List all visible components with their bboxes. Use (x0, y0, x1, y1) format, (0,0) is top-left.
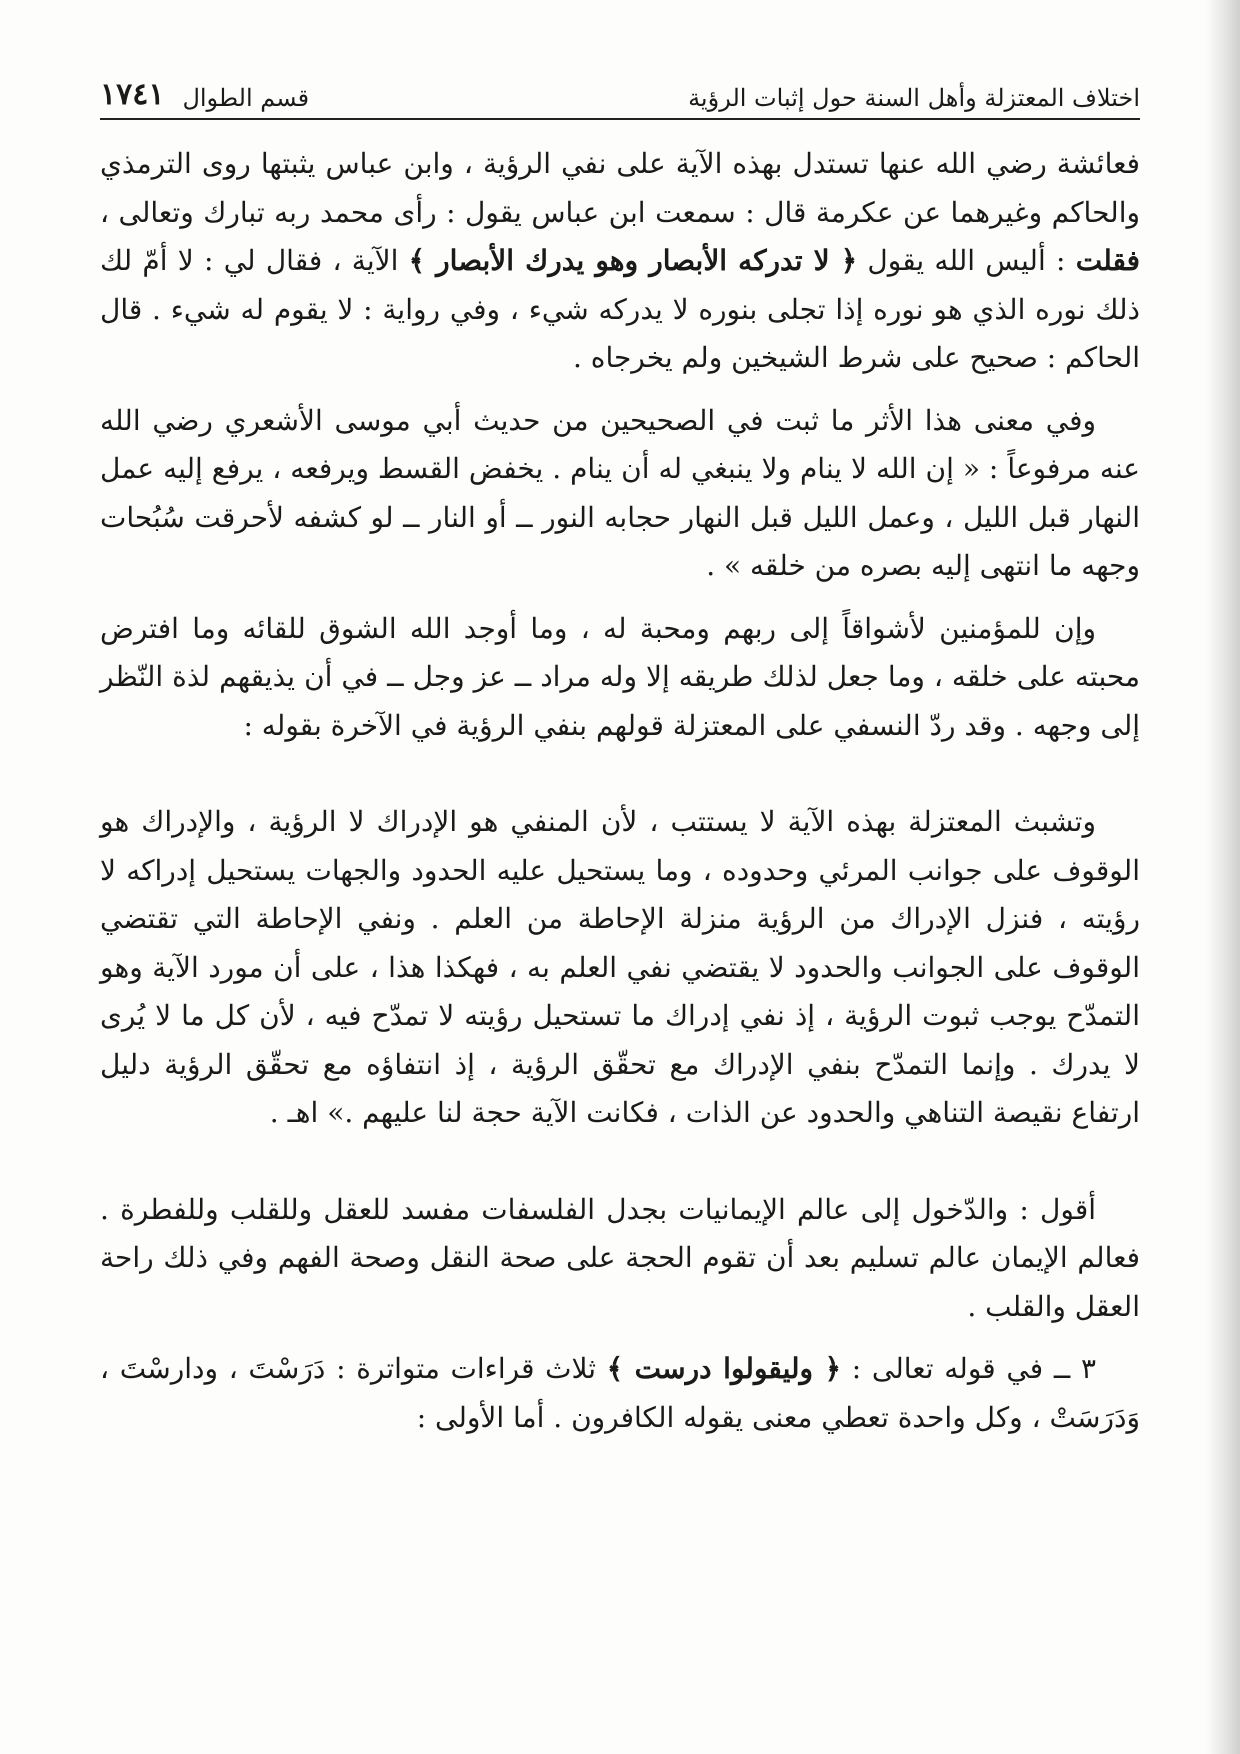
paragraph-text: : أليس الله يقول (857, 244, 1076, 277)
paragraph-text: ٣ ــ في قوله تعالى : (841, 1352, 1096, 1385)
emphasized-text: ﴿ وليقولوا درست ﴾ (606, 1352, 842, 1385)
running-header (100, 68, 1140, 112)
paragraph-text: أقول : والدّخول إلى عالم الإيمانيات بجدل الفلسفات مفسد للعقل وللقلب وللفطرة . فعالم الإيمان عالم تسليم بعد أن تقوم الحجة على صحة النقل وصحة الفهم وفي ذلك راحة العقل والقلب . (100, 1192, 1140, 1323)
emphasized-text: ﴿ لا تدركه الأبصار وهو يدرك الأبصار ﴾ (408, 244, 858, 277)
paragraph-text: وفي معنى هذا الأثر ما ثبت في الصحيحين من حديث أبي موسى الأشعري رضي الله عنه مرفوعاً : « إن الله لا ينام ولا ينبغي له أن ينام . يخفض القسط ويرفعه ، يرفع إليه عمل النهار قبل الليل ، وعمل الليل قبل النهار حجابه النور ــ أو النار ــ لو كشفه لأحرقت سُبُحات وجهه ما انتهى إليه بصره من خلقه » . (100, 403, 1140, 582)
paragraph (100, 397, 1140, 591)
paragraph (100, 1186, 1140, 1332)
paragraph-text: وتشبث المعتزلة بهذه الآية لا يستتب ، لأن المنفي هو الإدراك لا الرؤية ، والإدراك هو الوقوف على جوانب المرئي وحدوده ، وما يستحيل عليه الحدود والجهات يستحيل إدراكه لا رؤيته ، فنزل الإدراك من الرؤية منزلة الإحاطة من العلم . ونفي الإحاطة التي تقتضي الوقوف على الجوانب والحدود لا يقتضي نفي العلم به ، فهكذا هذا ، على أن مورد الآية وهو التمدّح يوجب ثبوت الرؤية ، إذ نفي إدراك ما تستحيل رؤيته لا تمدّح فيه ، لأن كل ما لا يُرى لا يدرك . وإنما التمدّح بنفي الإدراك مع تحقّق الرؤية ، إذ انتفاؤه مع تحقّق الرؤية دليل ارتفاع نقيصة التناهي والحدود عن الذات ، فكانت الآية حجة لنا عليهم .» اهـ . (100, 805, 1140, 1129)
paragraph (100, 140, 1140, 383)
header-section: قسم الطوال (182, 84, 310, 112)
paragraph-text: الآية ، فقال لي : لا أمّ لك ذلك نوره الذي هو نوره إذا تجلى بنوره لا يدركه شيء ، وفي رواية : لا يقوم له شيء . قال الحاكم : صحيح على شرط الشيخين ولم يخرجاه . (100, 244, 1140, 374)
paragraph-text: وإن للمؤمنين لأشواقاً إلى ربهم ومحبة له ، وما أوجد الله الشوق للقائه وما افترض محبته على خلقه ، وما جعل لذلك طريقه إلا وله مراد ــ عز وجل ــ في أن يذيقهم لذة النّظر إلى وجهه . وقد ردّ النسفي على المعتزلة قولهم بنفي الرؤية في الآخرة بقوله : (100, 611, 1141, 742)
body-text (100, 140, 1140, 1456)
paragraph (100, 605, 1140, 751)
paragraph (100, 1345, 1140, 1442)
header-title: اختلاف المعتزلة وأهل السنة حول إثبات الرؤية (688, 84, 1140, 112)
emphasized-text: فقلت (1075, 244, 1141, 277)
header-divider (100, 118, 1140, 120)
paragraph-text: فعائشة رضي الله عنها تستدل بهذه الآية على نفي الرؤية ، وابن عباس يثبتها روى الترمذي والحاكم وغيرهما عن عكرمة قال : سمعت ابن عباس يقول : رأى محمد ربه تبارك وتعالى ، (100, 147, 1140, 229)
paragraph (100, 798, 1140, 1138)
paragraph-text: ثلاث قراءات متواترة : دَرَسْتَ ، ودارسْتَ ، وَدَرَسَتْ ، وكل واحدة تعطي معنى يقوله الكافرون . أما الأولى : (100, 1352, 1140, 1434)
page-number: ١٧٤١ (100, 77, 165, 112)
page-edge-shadow (1206, 0, 1240, 1754)
header-left-group (100, 77, 309, 112)
